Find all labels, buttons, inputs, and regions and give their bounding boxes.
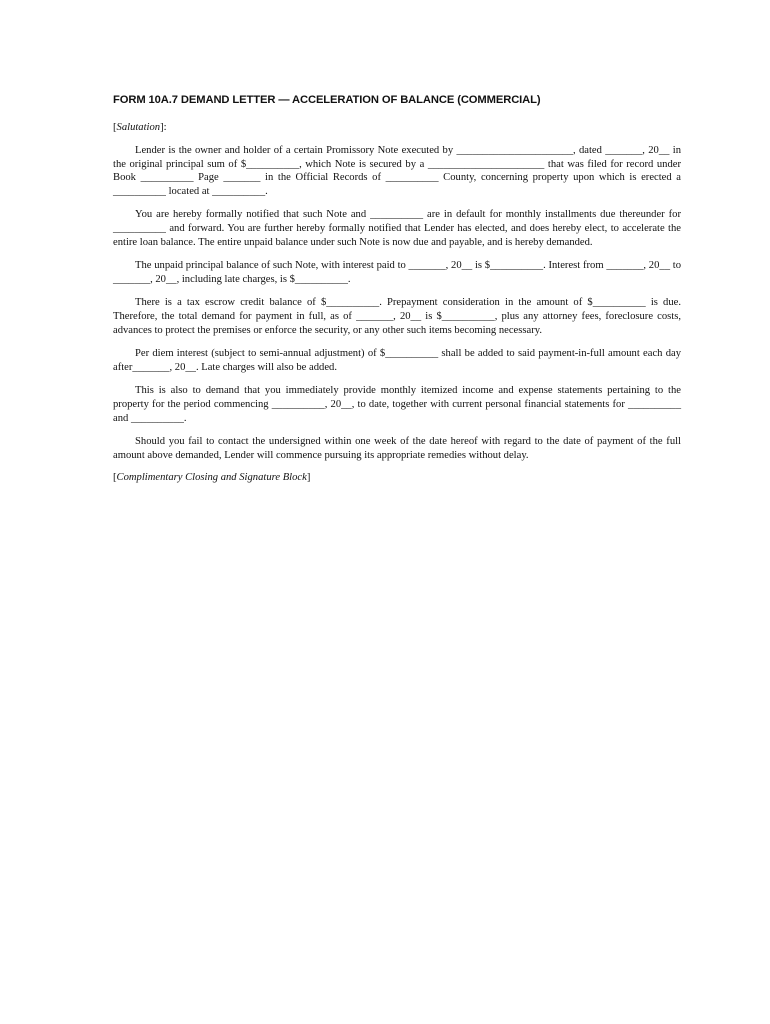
salutation-bracket-open: [ xyxy=(113,122,117,133)
paragraph-total-demand: There is a tax escrow credit balance of $__________. Prepayment consideration in the amount of $__________ is due. Therefore, the total demand for payment in full, as of _______, 20__ is $__________, plus any attorney fees, foreclosure costs, advances to protect the premises or enforce the security, or any other such items becoming necessary. xyxy=(113,297,681,336)
closing-bracket-close: ] xyxy=(306,472,311,484)
paragraph-per-diem: Per diem interest (subject to semi-annual adjustment) of $__________ shall be added to said payment-in-full amount each day after_______, 20__. Late charges will also be added. xyxy=(113,348,681,373)
closing-text: Complimentary Closing and Signature Block xyxy=(116,472,307,484)
closing-bracket-open: [ xyxy=(113,472,117,484)
paragraph-financial-statements: This is also to demand that you immediately provide monthly itemized income and expense statements pertaining to the property for the period commencing __________, 20__, to date, together with current personal financial statements for __________ and __________. xyxy=(113,385,681,424)
paragraph-note-details: Lender is the owner and holder of a certain Promissory Note executed by ______________________, dated _______, 20__ in the original principal sum of $__________, which Note is secured by a ______________________ that was filed for record under Book __________ Page _______ in the Official Records of __________ County, concerning property upon which is erected a __________ located at __________. xyxy=(113,145,681,197)
form-title: FORM 10A.7 DEMAND LETTER — ACCELERATION OF BALANCE (COMMERCIAL) xyxy=(113,94,541,106)
paragraph-remedies: Should you fail to contact the undersigned within one week of the date hereof with regard to the date of payment of the full amount above demanded, Lender will commence pursuing its appropriate remedies without delay. xyxy=(113,436,681,461)
paragraph-unpaid-balance: The unpaid principal balance of such Note, with interest paid to _______, 20__ is $__________. Interest from _______, 20__ to _______, 20__, including late charges, is $__________. xyxy=(113,260,681,285)
salutation-text: Salutation xyxy=(116,122,161,133)
closing-placeholder xyxy=(113,472,681,483)
salutation-placeholder xyxy=(113,122,681,133)
paragraph-default-notice: You are hereby formally notified that such Note and __________ are in default for monthly installments due thereunder for __________ and forward. You are further hereby formally notified that Lender has elected, and does hereby elect, to accelerate the entire loan balance. The entire unpaid balance under such Note is now due and payable, and is hereby demanded. xyxy=(113,209,681,248)
letter-body xyxy=(113,94,681,483)
salutation-bracket-close: ]: xyxy=(160,122,167,133)
